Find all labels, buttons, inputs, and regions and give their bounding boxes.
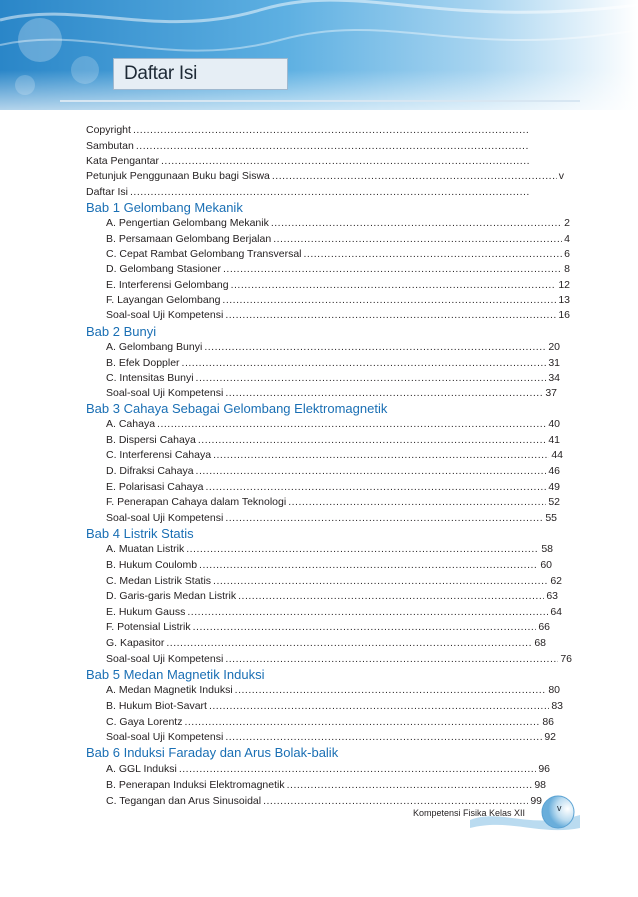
toc-entry[interactable] — [106, 434, 560, 448]
toc-entry-label: A. Gelombang Bunyi — [106, 341, 203, 353]
toc-entry-label: C. Tegangan dan Arus Sinusoidal — [106, 795, 262, 807]
toc-entry[interactable] — [86, 124, 531, 138]
toc-entry-page: 12 — [558, 279, 570, 291]
toc-entry-page: v — [558, 170, 564, 182]
toc-entry[interactable] — [106, 449, 563, 463]
leader-dots — [166, 637, 532, 649]
toc-entry-label: B. Hukum Coulomb — [106, 559, 198, 571]
toc-entry-label: Copyright — [86, 124, 131, 136]
toc-entry[interactable] — [106, 418, 560, 432]
chapter-heading[interactable]: Bab 5 Medan Magnetik Induksi — [86, 667, 265, 682]
leader-dots — [272, 170, 557, 182]
toc-entry-page: 98 — [534, 779, 546, 791]
toc-entry-page: 34 — [548, 372, 560, 384]
toc-entry[interactable] — [106, 341, 560, 355]
toc-entry-page: 13 — [558, 294, 570, 306]
toc-entry-label: Soal-soal Uji Kompetensi — [106, 512, 224, 524]
toc-entry[interactable] — [106, 621, 550, 635]
leader-dots — [213, 449, 549, 461]
toc-entry-label: Sambutan — [86, 140, 134, 152]
toc-entry[interactable] — [106, 731, 556, 745]
toc-entry-label: B. Persamaan Gelombang Berjalan — [106, 233, 272, 245]
toc-entry-label: B. Hukum Biot-Savart — [106, 700, 207, 712]
toc-entry-page: 68 — [534, 637, 546, 649]
toc-entry-page: 49 — [548, 481, 560, 493]
toc-entry-label: Soal-soal Uji Kompetensi — [106, 309, 224, 321]
toc-entry[interactable] — [106, 653, 572, 667]
toc-entry[interactable] — [106, 700, 563, 714]
toc-entry-label: Kata Pengantar — [86, 155, 159, 167]
toc-entry-label: A. GGL Induksi — [106, 763, 177, 775]
toc-entry[interactable] — [86, 140, 531, 154]
leader-dots — [133, 124, 529, 136]
leader-dots — [209, 700, 549, 712]
leader-dots — [288, 496, 546, 508]
toc-entry-label: C. Intensitas Bunyi — [106, 372, 194, 384]
toc-entry-page: 58 — [541, 543, 553, 555]
leader-dots — [223, 263, 562, 275]
leader-dots — [187, 606, 548, 618]
toc-entry-label: C. Cepat Rambat Gelombang Transversal — [106, 248, 302, 260]
toc-entry-page: 20 — [548, 341, 560, 353]
leader-dots — [222, 294, 556, 306]
leader-dots — [161, 155, 529, 167]
leader-dots — [204, 341, 546, 353]
leader-dots — [225, 653, 558, 665]
toc-entry-page: 16 — [558, 309, 570, 321]
leader-dots — [213, 575, 548, 587]
toc-entry[interactable] — [106, 684, 560, 698]
toc-entry-label: C. Medan Listrik Statis — [106, 575, 212, 587]
toc-entry-label: B. Efek Doppler — [106, 357, 180, 369]
toc-entry-page: 31 — [548, 357, 560, 369]
toc-entry-page: 76 — [560, 653, 572, 665]
chapter-heading[interactable]: Bab 1 Gelombang Mekanik — [86, 200, 243, 215]
leader-dots — [196, 372, 547, 384]
toc-entry[interactable] — [106, 279, 570, 293]
chapter-heading[interactable]: Bab 3 Cahaya Sebagai Gelombang Elektromagnetik — [86, 401, 388, 416]
toc-entry-label: F. Potensial Listrik — [106, 621, 191, 633]
toc-entry[interactable] — [106, 481, 560, 495]
leader-dots — [136, 140, 529, 152]
page-number: v — [557, 803, 562, 813]
toc-entry-page: 62 — [550, 575, 562, 587]
toc-entry[interactable] — [106, 372, 560, 386]
toc-entry-page: 44 — [551, 449, 563, 461]
toc-entry[interactable] — [106, 575, 562, 589]
toc-entry-label: Petunjuk Penggunaan Buku bagi Siswa — [86, 170, 270, 182]
toc-entry-label: Soal-soal Uji Kompetensi — [106, 731, 224, 743]
leader-dots — [273, 233, 562, 245]
toc-entry-label: G. Kapasitor — [106, 637, 165, 649]
toc-entry-page: 37 — [545, 387, 557, 399]
leader-dots — [184, 716, 540, 728]
toc-entry[interactable] — [106, 637, 546, 651]
toc-entry-label: D. Difraksi Cahaya — [106, 465, 194, 477]
toc-entry[interactable] — [106, 590, 558, 604]
toc-entry-label: B. Penerapan Induksi Elektromagnetik — [106, 779, 285, 791]
toc-entry-page: 92 — [544, 731, 556, 743]
toc-entry[interactable] — [106, 465, 560, 479]
toc-entry-label: C. Gaya Lorentz — [106, 716, 183, 728]
toc-entry[interactable] — [106, 233, 570, 247]
toc-entry-label: E. Interferensi Gelombang — [106, 279, 229, 291]
toc-entry-page: 41 — [548, 434, 560, 446]
chapter-heading[interactable]: Bab 4 Listrik Statis — [86, 526, 194, 541]
toc-entry[interactable] — [86, 186, 531, 200]
leader-dots — [196, 465, 547, 477]
leader-dots — [157, 418, 546, 430]
toc-entry-page: 8 — [564, 263, 570, 275]
page-title: Daftar Isi — [124, 63, 198, 84]
toc-entry-page: 99 — [530, 795, 542, 807]
toc-entry-page: 46 — [548, 465, 560, 477]
toc-entry-page: 80 — [548, 684, 560, 696]
toc-entry-page: 55 — [545, 512, 557, 524]
leader-dots — [238, 590, 544, 602]
toc-entry-page: 96 — [538, 763, 550, 775]
leader-dots — [193, 621, 537, 633]
chapter-heading[interactable]: Bab 2 Bunyi — [86, 324, 157, 339]
toc-entry-page: 60 — [540, 559, 552, 571]
toc-entry-label: A. Muatan Listrik — [106, 543, 185, 555]
toc-entry-label: E. Polarisasi Cahaya — [106, 481, 204, 493]
toc-entry[interactable] — [106, 512, 557, 526]
leader-dots — [271, 217, 562, 229]
toc-entry-label: F. Layangan Gelombang — [106, 294, 221, 306]
toc-entry-page: 2 — [564, 217, 570, 229]
toc-entry-label: A. Pengertian Gelombang Mekanik — [106, 217, 269, 229]
toc-entry-label: F. Penerapan Cahaya dalam Teknologi — [106, 496, 287, 508]
toc-entry[interactable] — [106, 716, 554, 730]
toc-entry-label: Daftar Isi — [86, 186, 129, 198]
toc-entry[interactable] — [106, 387, 557, 401]
toc-entry-page: 66 — [538, 621, 550, 633]
leader-dots — [130, 186, 529, 198]
toc-entry[interactable] — [106, 263, 570, 277]
toc-entry-page: 83 — [551, 700, 563, 712]
title-box — [113, 58, 288, 90]
leader-dots — [225, 309, 556, 321]
toc-entry-page: 52 — [548, 496, 560, 508]
footer-book-title: Kompetensi Fisika Kelas XII — [413, 808, 526, 818]
toc-entry-label: A. Medan Magnetik Induksi — [106, 684, 233, 696]
chapter-heading[interactable]: Bab 6 Induksi Faraday dan Arus Bolak-balik — [86, 745, 339, 760]
toc-entry[interactable] — [86, 170, 564, 184]
leader-dots — [182, 357, 547, 369]
toc-entry[interactable] — [106, 248, 570, 262]
leader-dots — [199, 559, 538, 571]
toc-entry-page: 63 — [546, 590, 558, 602]
leader-dots — [231, 279, 557, 291]
leader-dots — [225, 731, 542, 743]
toc-entry-label: Soal-soal Uji Kompetensi — [106, 653, 224, 665]
toc-entry[interactable] — [106, 309, 570, 323]
toc-entry[interactable] — [106, 763, 550, 777]
toc-entry[interactable] — [106, 357, 560, 371]
leader-dots — [186, 543, 539, 555]
toc-entry-page: 4 — [564, 233, 570, 245]
toc-entry[interactable] — [106, 543, 553, 557]
toc-entry-label: Soal-soal Uji Kompetensi — [106, 387, 224, 399]
toc-entry-label: C. Interferensi Cahaya — [106, 449, 212, 461]
toc-entry[interactable] — [106, 606, 562, 620]
toc-entry[interactable] — [106, 559, 552, 573]
toc-entry-page: 86 — [542, 716, 554, 728]
header-decoration — [0, 0, 638, 132]
toc-entry[interactable] — [86, 155, 531, 169]
toc-entry[interactable] — [106, 217, 570, 231]
toc-entry-label: D. Gelombang Stasioner — [106, 263, 221, 275]
leader-dots — [235, 684, 547, 696]
toc-entry[interactable] — [106, 294, 570, 308]
leader-dots — [225, 387, 543, 399]
toc-entry-label: E. Hukum Gauss — [106, 606, 186, 618]
leader-dots — [205, 481, 546, 493]
toc-entry-label: D. Garis-garis Medan Listrik — [106, 590, 237, 602]
leader-dots — [179, 763, 537, 775]
toc-entry[interactable] — [106, 496, 560, 510]
leader-dots — [304, 248, 563, 260]
leader-dots — [198, 434, 546, 446]
toc-entry-page: 40 — [548, 418, 560, 430]
toc-entry-page: 64 — [550, 606, 562, 618]
toc-entry-label: A. Cahaya — [106, 418, 156, 430]
toc-entry-label: B. Dispersi Cahaya — [106, 434, 196, 446]
toc-entry-page: 6 — [564, 248, 570, 260]
leader-dots — [225, 512, 543, 524]
